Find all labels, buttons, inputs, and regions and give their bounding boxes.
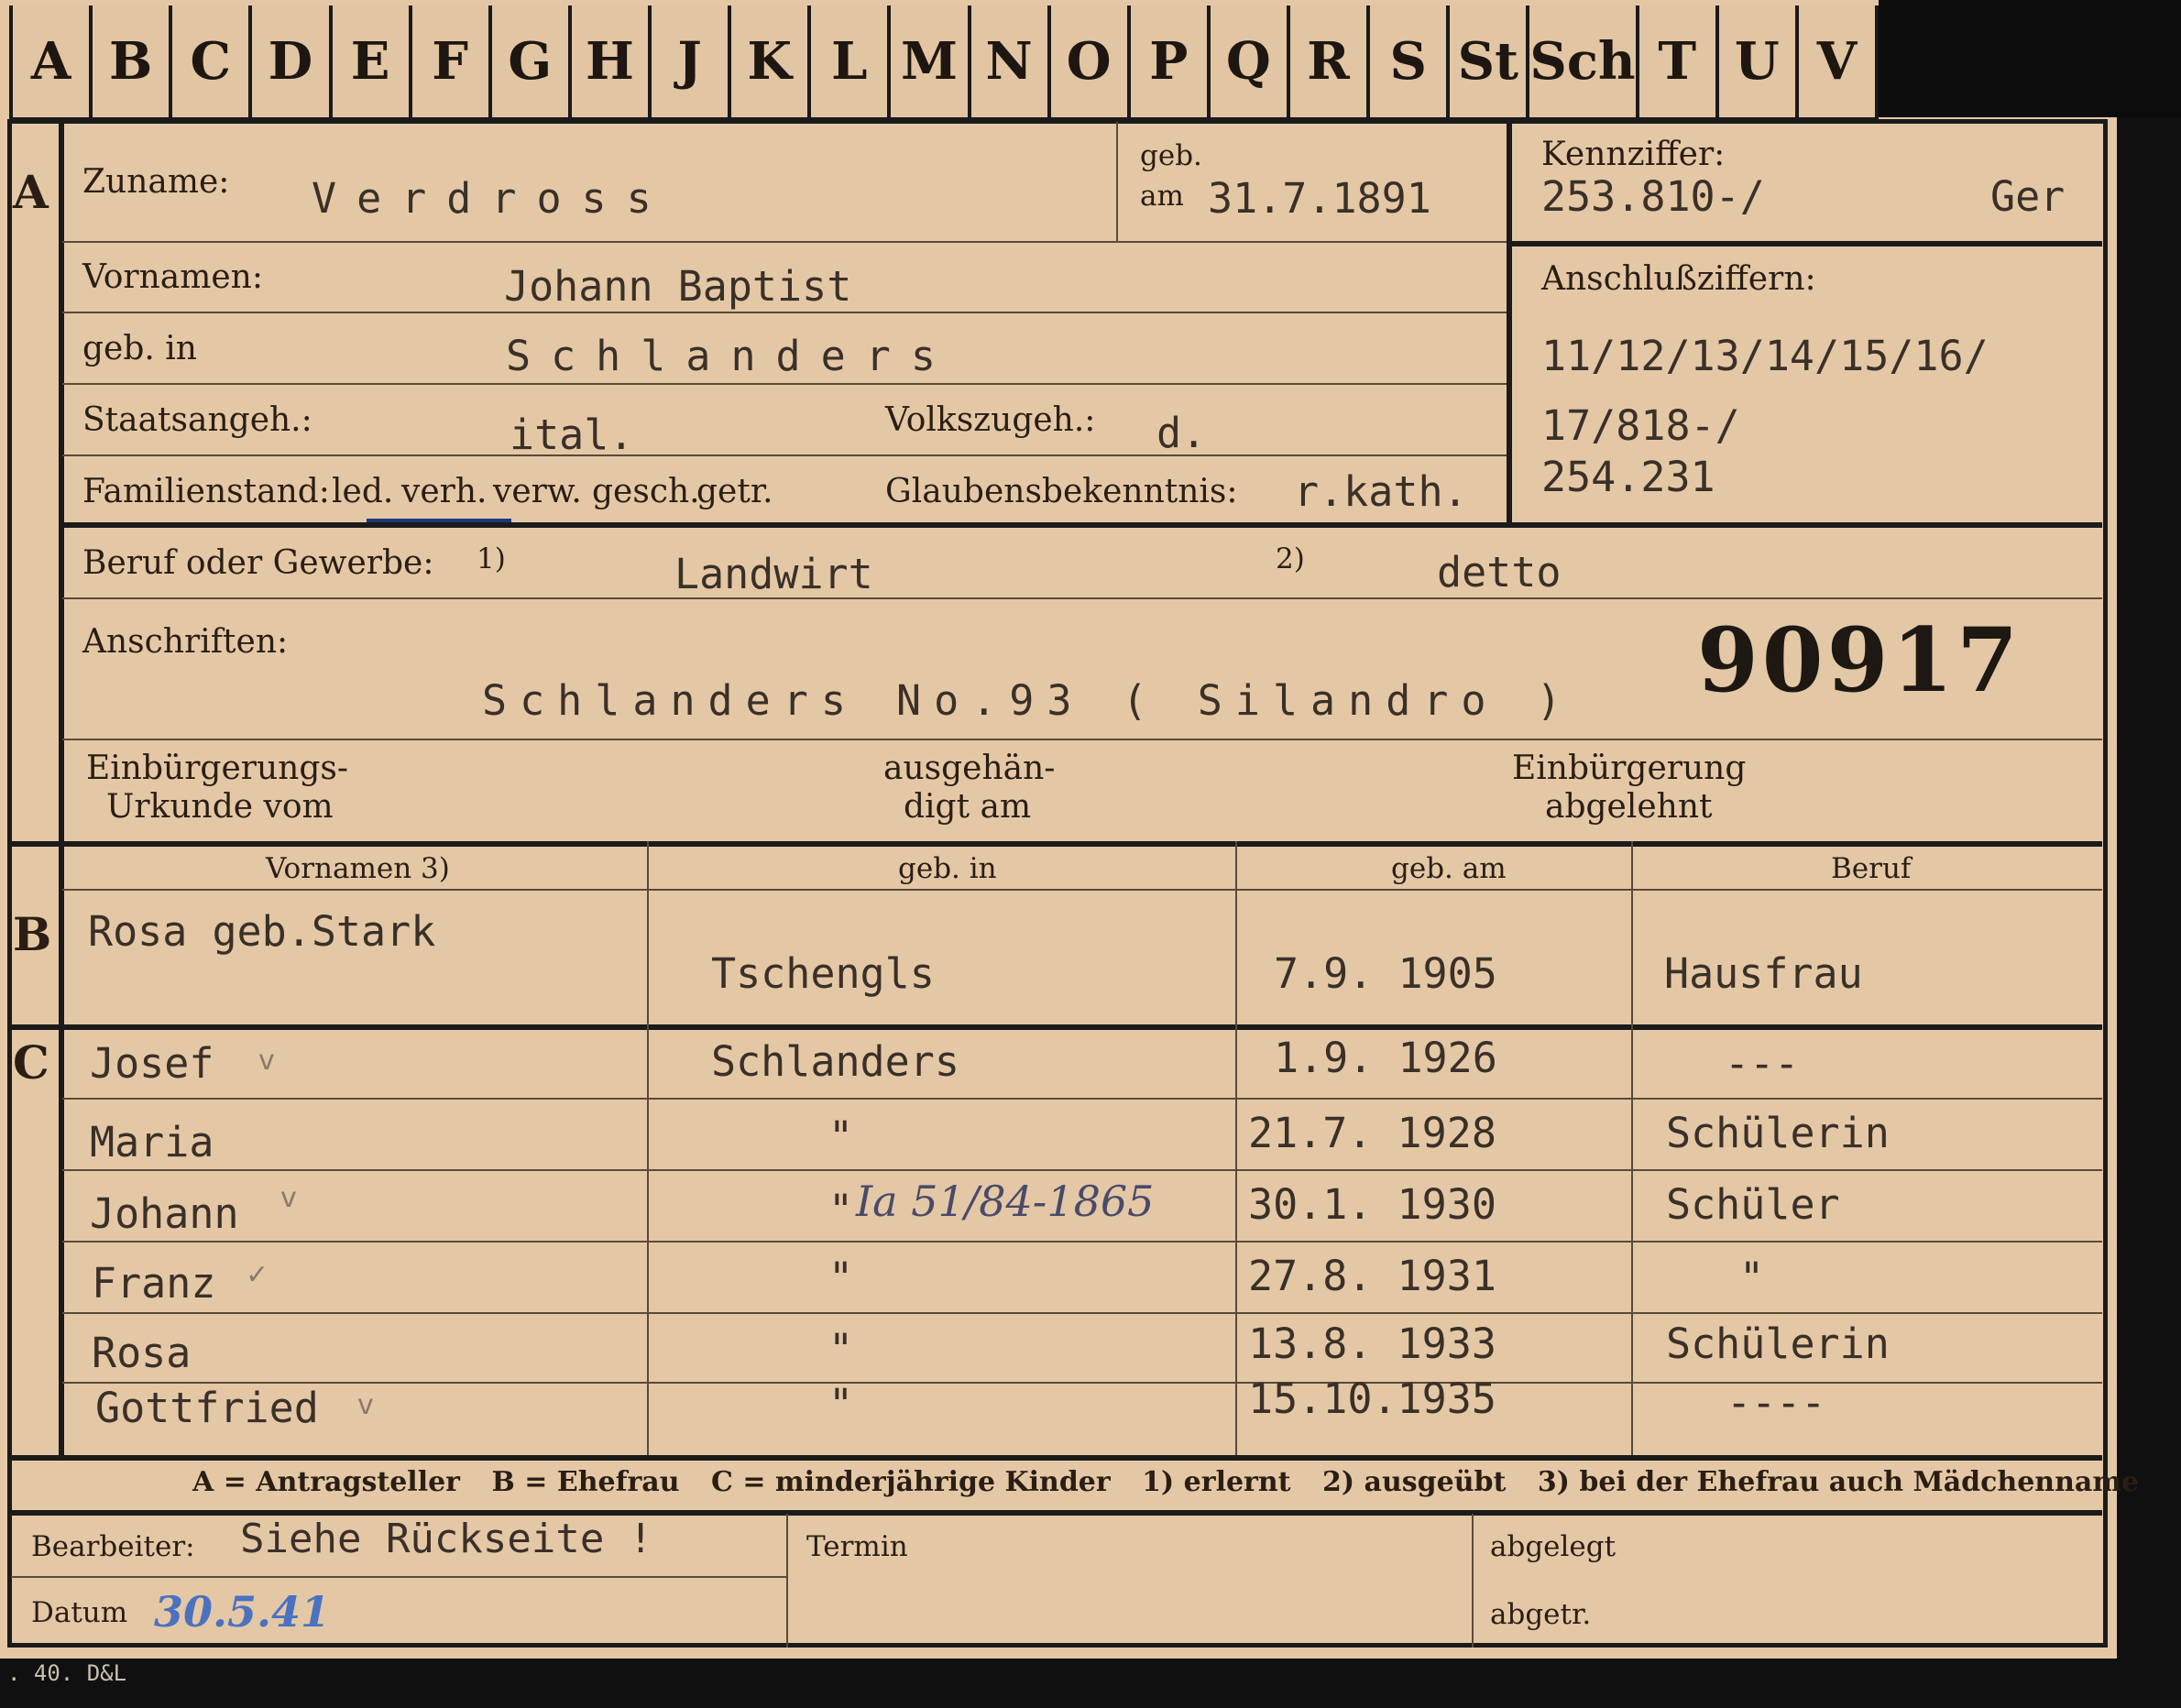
birthplace-label: geb. in: [82, 330, 197, 367]
tab-v[interactable]: V: [1799, 5, 1879, 117]
child-1-check-mark: v: [258, 1045, 275, 1077]
child-3-born-in: ": [828, 1186, 854, 1234]
religion-value: r.kath.: [1294, 467, 1468, 516]
child-6-name: Gottfried: [95, 1384, 319, 1432]
naturalization-refused-label-2: abgelehnt: [1545, 788, 1713, 826]
naturalization-deed-label-1: Einbürgerungs-: [86, 750, 349, 787]
marital-option-divorced[interactable]: gesch.: [592, 473, 700, 510]
reference-box-line: [1507, 241, 2102, 246]
filed-label: abgelegt: [1490, 1530, 1617, 1563]
code-label: Kennziffer:: [1541, 136, 1726, 173]
tab-j[interactable]: J: [652, 5, 731, 117]
child-2-born-in: ": [828, 1112, 854, 1161]
tab-s[interactable]: S: [1370, 5, 1450, 117]
occupation-practiced-value: detto: [1437, 548, 1562, 597]
date-label: Datum: [31, 1596, 128, 1629]
child-4-born-on: 27.8. 1931: [1248, 1252, 1496, 1300]
form-code: . 40. D&L: [7, 1660, 127, 1686]
footnote-2-marker: 2): [1276, 542, 1305, 575]
linked-numbers-line-2: 17/818-/: [1541, 401, 1740, 450]
header-occupation: Beruf: [1831, 852, 1912, 885]
tab-st[interactable]: St: [1450, 5, 1529, 117]
naturalization-refused-label-1: Einbürgerung: [1512, 750, 1747, 787]
born-on-label-am: am: [1140, 180, 1184, 213]
spouse-name: Rosa geb.Stark: [88, 907, 436, 956]
header-born-in: geb. in: [898, 852, 997, 885]
table-column-divider: [647, 841, 649, 1455]
child-2-born-on: 21.7. 1928: [1248, 1109, 1496, 1157]
header-given-names: Vornamen 3): [266, 852, 450, 885]
clerk-value: Siehe Rückseite !: [240, 1516, 653, 1562]
footer-column-divider: [1472, 1514, 1474, 1648]
given-names-label: Vornamen:: [82, 258, 263, 296]
row-line: [62, 522, 2102, 528]
tab-e[interactable]: E: [333, 5, 412, 117]
born-on-value: 31.7.1891: [1208, 174, 1431, 223]
address-label: Anschriften:: [82, 623, 289, 661]
section-column-divider: [59, 122, 64, 1460]
clerk-label: Bearbeiter:: [31, 1530, 195, 1563]
handed-over-label-2: digt am: [904, 788, 1032, 826]
birthplace-value: Schlanders: [506, 332, 956, 380]
legend-footnote-3: 3) bei der Ehefrau auch Mädchenname: [1537, 1466, 2140, 1498]
marital-option-single[interactable]: led.: [332, 473, 394, 510]
child-3-check-mark: v: [280, 1182, 297, 1214]
legend: [192, 1466, 2161, 1498]
legend-a: A = Antragsteller: [192, 1466, 460, 1498]
section-line: [11, 1455, 2102, 1461]
child-3-born-on: 30.1. 1930: [1248, 1180, 1496, 1229]
footer-column-divider: [786, 1514, 788, 1648]
child-1-born-on: 1.9. 1926: [1274, 1034, 1497, 1082]
section-line: [11, 1024, 2102, 1030]
tab-d[interactable]: D: [252, 5, 332, 117]
tab-o[interactable]: O: [1051, 5, 1131, 117]
linked-numbers-label: Anschlußziffern:: [1541, 260, 1816, 298]
citizenship-value: ital.: [510, 411, 634, 459]
linked-numbers-line-1: 11/12/13/14/15/16/: [1541, 332, 1989, 380]
occupation-label: Beruf oder Gewerbe:: [82, 544, 434, 582]
child-6-occupation: ----: [1726, 1378, 1826, 1427]
legend-c: C = minderjährige Kinder: [711, 1466, 1111, 1498]
child-1-occupation: ---: [1725, 1039, 1800, 1088]
child-6-born-on: 15.10.1935: [1248, 1374, 1496, 1423]
child-1-name: Josef: [90, 1039, 214, 1088]
row-line: [62, 383, 1507, 385]
deadline-label: Termin: [806, 1530, 908, 1563]
section-b-marker: B: [13, 907, 52, 961]
tab-p[interactable]: P: [1131, 5, 1211, 117]
row-line: [62, 1312, 2102, 1314]
row-line: [62, 454, 1507, 456]
child-5-occupation: Schülerin: [1666, 1319, 1890, 1368]
row-line: [62, 739, 2102, 740]
section-line: [11, 841, 2102, 847]
tab-q[interactable]: Q: [1211, 5, 1290, 117]
section-c-marker: C: [13, 1035, 49, 1089]
child-3-occupation: Schüler: [1666, 1180, 1840, 1229]
tab-h[interactable]: H: [572, 5, 652, 117]
divider: [1116, 122, 1118, 241]
tab-g[interactable]: G: [492, 5, 572, 117]
spouse-occupation: Hausfrau: [1664, 949, 1863, 998]
linked-numbers-line-3: 254.231: [1541, 453, 1715, 501]
tab-m[interactable]: M: [891, 5, 970, 117]
code-value: 253.810-/: [1541, 172, 1765, 221]
child-4-name: Franz: [92, 1259, 216, 1308]
spouse-born-on: 7.9. 1905: [1274, 949, 1497, 998]
row-line: [62, 1169, 2102, 1171]
child-5-born-in: ": [828, 1325, 854, 1374]
tab-r[interactable]: R: [1290, 5, 1370, 117]
date-value: 30.5.41: [154, 1587, 331, 1637]
child-2-name: Maria: [90, 1118, 214, 1166]
child-6-check-mark: v: [357, 1389, 374, 1421]
row-line: [62, 312, 1507, 313]
surname-value: Verdross: [312, 174, 672, 223]
removed-label: abgetr.: [1490, 1598, 1592, 1631]
child-2-occupation: Schülerin: [1666, 1109, 1890, 1157]
tab-c[interactable]: C: [172, 5, 252, 117]
tab-u[interactable]: U: [1719, 5, 1799, 117]
child-6-born-in: ": [828, 1380, 854, 1429]
marital-status-label: Familienstand:: [82, 473, 330, 510]
card-number: 90917: [1697, 608, 2022, 712]
tab-a[interactable]: A: [9, 5, 93, 117]
child-3-name: Johann: [90, 1189, 239, 1238]
naturalization-deed-label-2: Urkunde vom: [106, 788, 334, 826]
ethnicity-value: d.: [1156, 409, 1207, 457]
pencil-annotation: Ia 51/84-1865: [856, 1177, 1155, 1226]
religion-label: Glaubensbekenntnis:: [885, 473, 1238, 510]
ethnicity-label: Volkszugeh.:: [885, 401, 1096, 439]
legend-footnote-2: 2) ausgeübt: [1322, 1466, 1507, 1498]
surname-label: Zuname:: [82, 163, 230, 201]
row-line: [62, 597, 2102, 599]
tab-b[interactable]: B: [93, 5, 172, 117]
given-names-value: Johann Baptist: [504, 262, 852, 311]
scan-background: [1879, 0, 2181, 117]
occupation-learned-value: Landwirt: [674, 550, 873, 598]
handed-over-label-1: ausgehän-: [883, 750, 1056, 787]
tab-k[interactable]: K: [731, 5, 811, 117]
child-1-born-in: Schlanders: [711, 1037, 959, 1086]
address-value: Schlanders No.93 ( Silandro ): [482, 676, 1574, 725]
tab-f[interactable]: F: [412, 5, 492, 117]
alphabet-index-tabs: [9, 5, 1879, 121]
tab-n[interactable]: N: [971, 5, 1051, 117]
child-4-occupation: ": [1739, 1254, 1765, 1302]
legend-b: B = Ehefrau: [491, 1466, 680, 1498]
reference-box-left: [1507, 122, 1512, 525]
marital-option-widowed[interactable]: verw.: [493, 473, 582, 510]
legend-footnote-1: 1) erlernt: [1142, 1466, 1291, 1498]
born-on-label: geb.: [1140, 139, 1202, 172]
row-line: [62, 241, 1507, 243]
row-line: [62, 1098, 2102, 1100]
tab-sch[interactable]: Sch: [1529, 5, 1638, 117]
marital-option-married[interactable]: verh.: [401, 473, 488, 510]
tab-l[interactable]: L: [811, 5, 891, 117]
child-5-born-on: 13.8. 1933: [1248, 1319, 1496, 1368]
marital-selected-underline: [367, 519, 511, 522]
table-column-divider: [1631, 841, 1633, 1455]
row-line: [62, 889, 2102, 891]
child-5-name: Rosa: [92, 1329, 192, 1377]
code-suffix: Ger: [1990, 172, 2066, 221]
tab-t[interactable]: T: [1639, 5, 1719, 117]
spouse-born-in: Tschengls: [711, 949, 935, 998]
marital-option-separated[interactable]: getr.: [696, 473, 773, 510]
child-4-born-in: ": [828, 1254, 854, 1302]
section-a-marker: A: [13, 165, 49, 219]
row-line: [62, 1241, 2102, 1243]
footnote-1-marker: 1): [477, 542, 506, 575]
header-born-on: geb. am: [1391, 852, 1507, 885]
citizenship-label: Staatsangeh.:: [82, 401, 312, 439]
table-column-divider: [1235, 841, 1237, 1455]
row-line: [11, 1576, 786, 1578]
child-4-check-mark: ✓: [246, 1259, 269, 1291]
